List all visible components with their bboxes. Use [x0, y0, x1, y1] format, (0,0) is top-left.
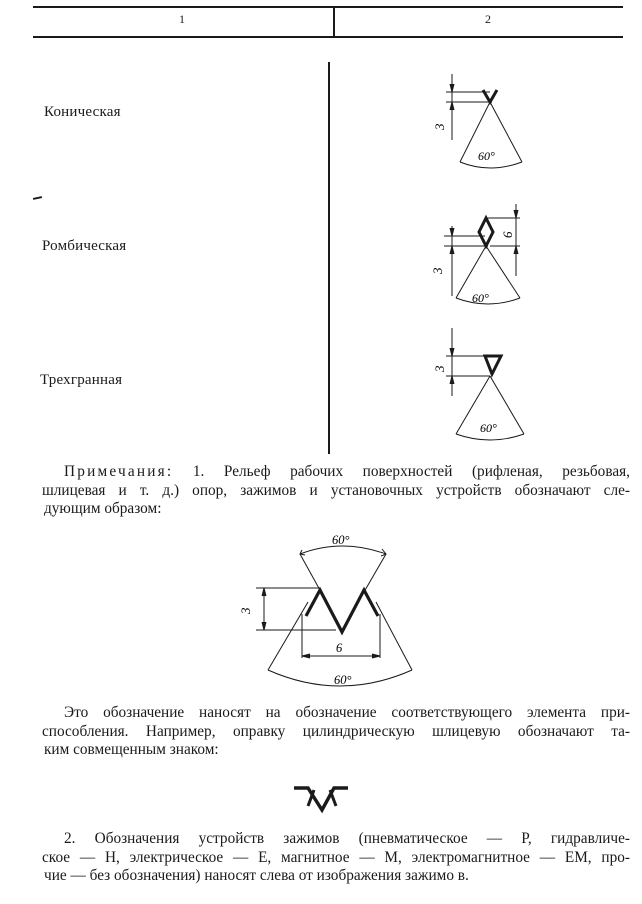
- note-1-cont-line-2: способления. Например, оправку цилиндрическую шлицевую обозначают та-: [42, 722, 630, 740]
- trihedral-symbol: [430, 326, 530, 446]
- trihedral-triangle: [485, 356, 501, 374]
- column-header-1: 1: [179, 12, 185, 26]
- rhombic-diamond: [479, 218, 493, 246]
- note-1-line-2: шлицевая и т. д.) опор, зажимов и установочных устройств обозначают сле-: [42, 481, 630, 499]
- rhombic-dim-left: 3: [430, 267, 445, 274]
- trihedral-dim: 3: [432, 365, 447, 372]
- column-header-2: 2: [485, 12, 491, 26]
- scan-mark: [33, 196, 42, 200]
- rhombic-dim-right: 6: [500, 231, 515, 238]
- note-1-cont-line-1: Это обозначение наносят на обозначение соответствующего элемента при-: [64, 704, 630, 721]
- figure-angle-bottom: 60°: [334, 673, 352, 687]
- row-label-conical: Коническая: [44, 104, 121, 120]
- note-2-paragraph: [44, 830, 630, 886]
- note-2-line-2: ское — Н, электрическое — Е, магнитное — М, электромагнитное — ЕМ, про-: [42, 848, 630, 866]
- combined-symbol: [292, 780, 352, 816]
- note-1-line-1: 1. Рельеф рабочих поверхностей (рифленая, резьбовая,: [192, 463, 630, 480]
- notes-heading: Примечания:: [64, 463, 174, 480]
- figure-height: 3: [238, 607, 253, 614]
- relief-profile: [306, 590, 378, 632]
- note-1-paragraph: [44, 463, 630, 519]
- note-2-line-3: чие — без обозначения) наносят слева от изображения зажимо в.: [44, 867, 469, 884]
- note-1-cont-line-3: ким совмещенным знаком:: [44, 741, 219, 758]
- trihedral-angle: 60°: [480, 421, 497, 435]
- rhombic-angle: 60°: [472, 291, 489, 305]
- figure-angle-top: 60°: [332, 533, 350, 547]
- rhombic-symbol: [430, 196, 535, 311]
- note-2-line-1: 2. Обозначения устройств зажимов (пневматическое — Р, гидравличе-: [64, 830, 630, 847]
- row-label-trihedral: Трехгранная: [40, 372, 123, 388]
- conical-dim: 3: [432, 123, 447, 130]
- figure-width: 6: [336, 641, 343, 655]
- table-column-divider: [328, 62, 330, 454]
- relief-symbol-figure: [240, 518, 420, 693]
- row-label-rhombic: Ромбическая: [42, 238, 127, 254]
- conical-symbol: [430, 70, 530, 175]
- table-header-divider: [333, 6, 335, 37]
- table-top-rule: [33, 6, 623, 8]
- note-1-line-3: дующим образом:: [44, 500, 162, 517]
- conical-angle: 60°: [478, 149, 495, 163]
- table-header-rule: [33, 36, 623, 38]
- note-1-continuation: [44, 704, 630, 760]
